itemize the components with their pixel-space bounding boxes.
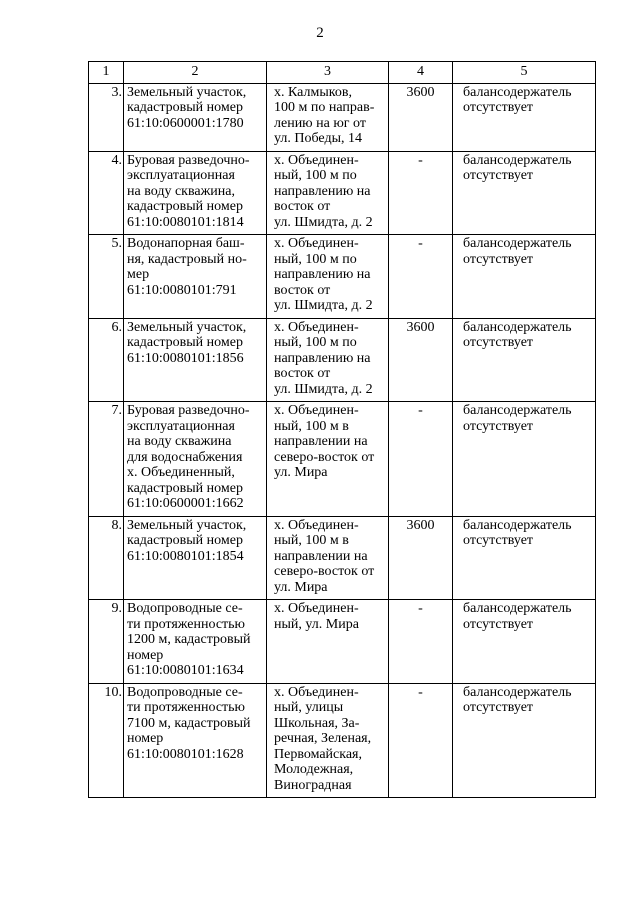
object-location: х. Объединен- ный, 100 м по направлению на восток от ул. Шмидта, д. 2 [267, 318, 389, 402]
row-number: 6. [89, 318, 124, 402]
table-row [89, 402, 596, 517]
row-number: 7. [89, 402, 124, 517]
object-location: х. Объединен- ный, 100 м по направлению на восток от ул. Шмидта, д. 2 [267, 235, 389, 319]
row-number: 4. [89, 151, 124, 235]
object-area: - [389, 235, 453, 319]
table-row [89, 516, 596, 600]
object-area: 3600 [389, 83, 453, 151]
table-row [89, 683, 596, 798]
balance-holder: балансодержатель отсутствует [453, 83, 596, 151]
object-description: Земельный участок, кадастровый номер 61:10:0080101:1854 [124, 516, 267, 600]
balance-holder: балансодержатель отсутствует [453, 683, 596, 798]
object-area: - [389, 683, 453, 798]
row-number: 8. [89, 516, 124, 600]
column-number-1: 1 [89, 62, 124, 84]
object-location: х. Объединен- ный, 100 м по направлению на восток от ул. Шмидта, д. 2 [267, 151, 389, 235]
table-row [89, 83, 596, 151]
object-description: Земельный участок, кадастровый номер 61:10:0080101:1856 [124, 318, 267, 402]
object-location: х. Объединен- ный, улицы Школьная, За- речная, Зеленая, Первомайская, Молодежная, Виноградная [267, 683, 389, 798]
balance-holder: балансодержатель отсутствует [453, 151, 596, 235]
column-number-4: 4 [389, 62, 453, 84]
property-table [88, 61, 596, 798]
page-number: 2 [316, 25, 324, 41]
balance-holder: балансодержатель отсутствует [453, 318, 596, 402]
object-area: - [389, 402, 453, 517]
balance-holder: балансодержатель отсутствует [453, 600, 596, 684]
object-location: х. Объединен- ный, ул. Мира [267, 600, 389, 684]
object-description: Водонапорная баш- ня, кадастровый но- мер 61:10:0080101:791 [124, 235, 267, 319]
column-number-2: 2 [124, 62, 267, 84]
column-number-5: 5 [453, 62, 596, 84]
table-row [89, 235, 596, 319]
balance-holder: балансодержатель отсутствует [453, 402, 596, 517]
row-number: 5. [89, 235, 124, 319]
object-description: Водопроводные се- ти протяженностью 7100 м, кадастровый номер 61:10:0080101:1628 [124, 683, 267, 798]
object-description: Буровая разведочно- эксплуатационная на воду скважина, кадастровый номер 61:10:0080101:1814 [124, 151, 267, 235]
row-number: 3. [89, 83, 124, 151]
object-area: 3600 [389, 516, 453, 600]
object-area: 3600 [389, 318, 453, 402]
object-description: Буровая разведочно- эксплуатационная на воду скважина для водоснабжения х. Объединенный, кадастровый номер 61:10:0600001:1662 [124, 402, 267, 517]
row-number: 10. [89, 683, 124, 798]
table-header-row [89, 62, 596, 84]
object-description: Земельный участок, кадастровый номер 61:10:0600001:1780 [124, 83, 267, 151]
balance-holder: балансодержатель отсутствует [453, 235, 596, 319]
table-row [89, 151, 596, 235]
object-area: - [389, 600, 453, 684]
row-number: 9. [89, 600, 124, 684]
column-number-3: 3 [267, 62, 389, 84]
table-row [89, 600, 596, 684]
table-row [89, 318, 596, 402]
balance-holder: балансодержатель отсутствует [453, 516, 596, 600]
object-area: - [389, 151, 453, 235]
object-location: х. Объединен- ный, 100 м в направлении на северо-восток от ул. Мира [267, 516, 389, 600]
object-location: х. Калмыков, 100 м по направ- лению на юг от ул. Победы, 14 [267, 83, 389, 151]
object-location: х. Объединен- ный, 100 м в направлении на северо-восток от ул. Мира [267, 402, 389, 517]
object-description: Водопроводные се- ти протяженностью 1200 м, кадастровый номер 61:10:0080101:1634 [124, 600, 267, 684]
